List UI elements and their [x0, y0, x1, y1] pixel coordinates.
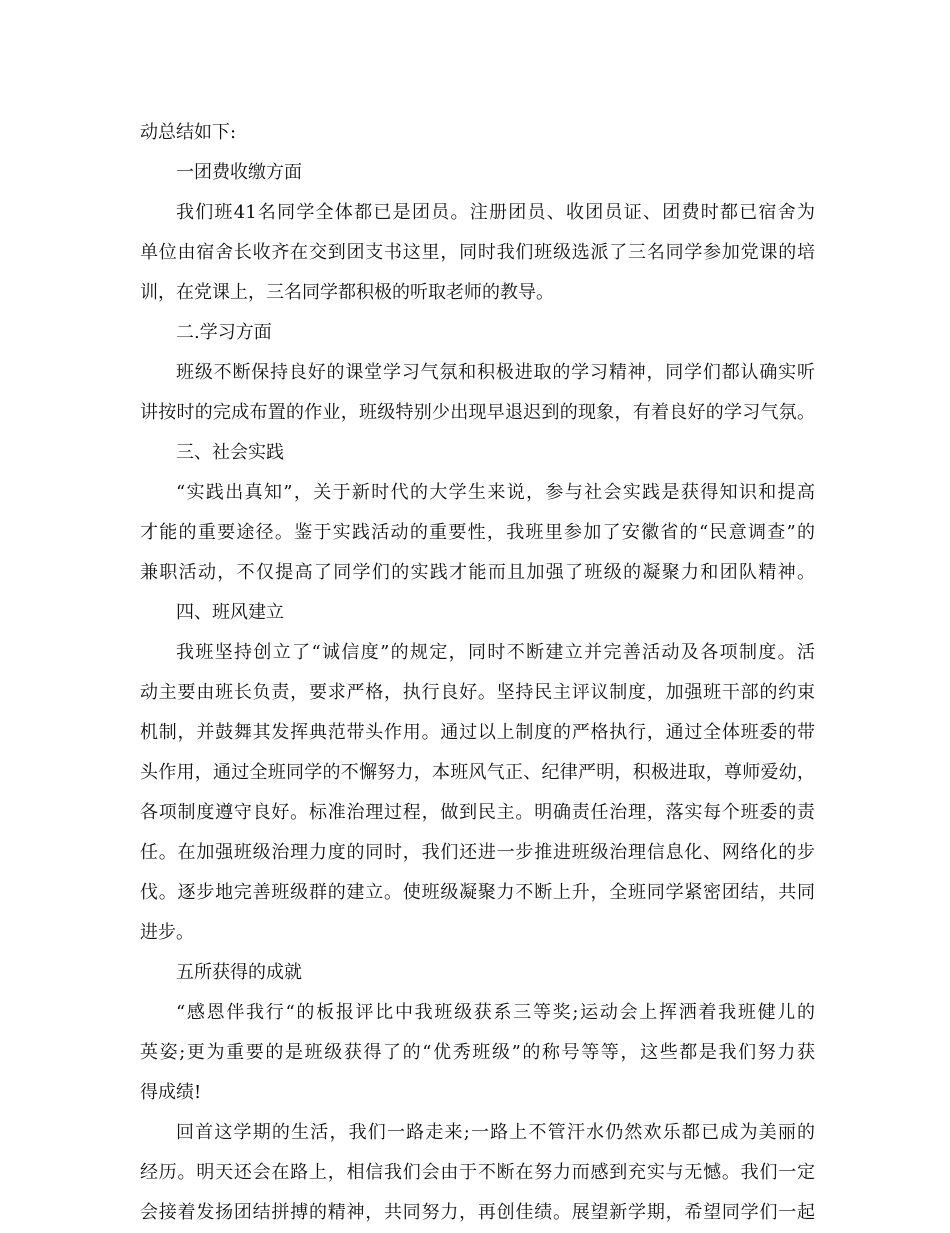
paragraph-line: 兼职活动，不仅提高了同学们的实践才能而且加强了班级的凝聚力和团队精神。: [140, 562, 815, 583]
paragraph-line: 训，在党课上，三名同学都积极的听取老师的教导。: [140, 282, 554, 303]
section-heading: 五所获得的成就: [176, 962, 302, 983]
paragraph-line: 英姿;更为重要的是班级获得了的“优秀班级”的称号等等，这些都是我们努力获: [140, 1042, 815, 1063]
section-heading: 三、社会实践: [176, 442, 284, 463]
paragraph-line: 我班坚持创立了“诚信度”的规定，同时不断建立并完善活动及各项制度。活: [176, 642, 815, 663]
paragraph-line: 得成绩!: [140, 1082, 202, 1103]
paragraph-line: 班级不断保持良好的课堂学习气氛和积极进取的学习精神，同学们都认确实听: [176, 362, 815, 383]
paragraph-line: 伐。逐步地完善班级群的建立。使班级凝聚力不断上升，全班同学紧密团结，共同: [140, 882, 815, 903]
paragraph-line: 头作用，通过全班同学的不懈努力，本班风气正、纪律严明，积极进取，尊师爱幼，: [140, 762, 815, 783]
paragraph-line: “感恩伴我行“的板报评比中我班级获系三等奖;运动会上挥洒着我班健儿的: [176, 1002, 815, 1023]
paragraph-line: 才能的重要途径。鉴于实践活动的重要性，我班里参加了安徽省的“民意调查”的: [140, 522, 815, 543]
paragraph-line: 回首这学期的生活，我们一路走来;一路上不管汗水仍然欢乐都已成为美丽的: [176, 1122, 815, 1143]
paragraph-line: 讲按时的完成布置的作业，班级特别少出现早退迟到的现象，有着良好的学习气氛。: [140, 402, 815, 423]
paragraph-line: 机制，并鼓舞其发挥典范带头作用。通过以上制度的严格执行，通过全体班委的带: [140, 722, 815, 743]
paragraph-line: 各项制度遵守良好。标准治理过程，做到民主。明确责任治理，落实每个班委的责: [140, 802, 815, 823]
section-heading: 一团费收缴方面: [176, 162, 302, 183]
section-heading: 四、班风建立: [176, 602, 284, 623]
paragraph-line: 动总结如下:: [140, 122, 237, 143]
paragraph-line: 单位由宿舍长收齐在交到团支书这里，同时我们班级选派了三名同学参加党课的培: [140, 242, 815, 263]
paragraph-line: 会接着发扬团结拼搏的精神，共同努力，再创佳绩。展望新学期，希望同学们一起: [140, 1202, 815, 1223]
paragraph-line: 动主要由班长负责，要求严格，执行良好。坚持民主评议制度，加强班干部的约束: [140, 682, 815, 703]
section-heading: 二.学习方面: [176, 322, 272, 343]
paragraph-line: 经历。明天还会在路上，相信我们会由于不断在努力而感到充实与无憾。我们一定: [140, 1162, 815, 1183]
paragraph-line: “实践出真知”，关于新时代的大学生来说，参与社会实践是获得知识和提高: [176, 482, 815, 503]
paragraph-line: 我们班41名同学全体都已是团员。注册团员、收团员证、团费时都已宿舍为: [176, 202, 815, 223]
document-body: [140, 113, 815, 1233]
paragraph-line: 进步。: [140, 922, 194, 943]
paragraph-line: 任。在加强班级治理力度的同时，我们还进一步推进班级治理信息化、网络化的步: [140, 842, 815, 863]
